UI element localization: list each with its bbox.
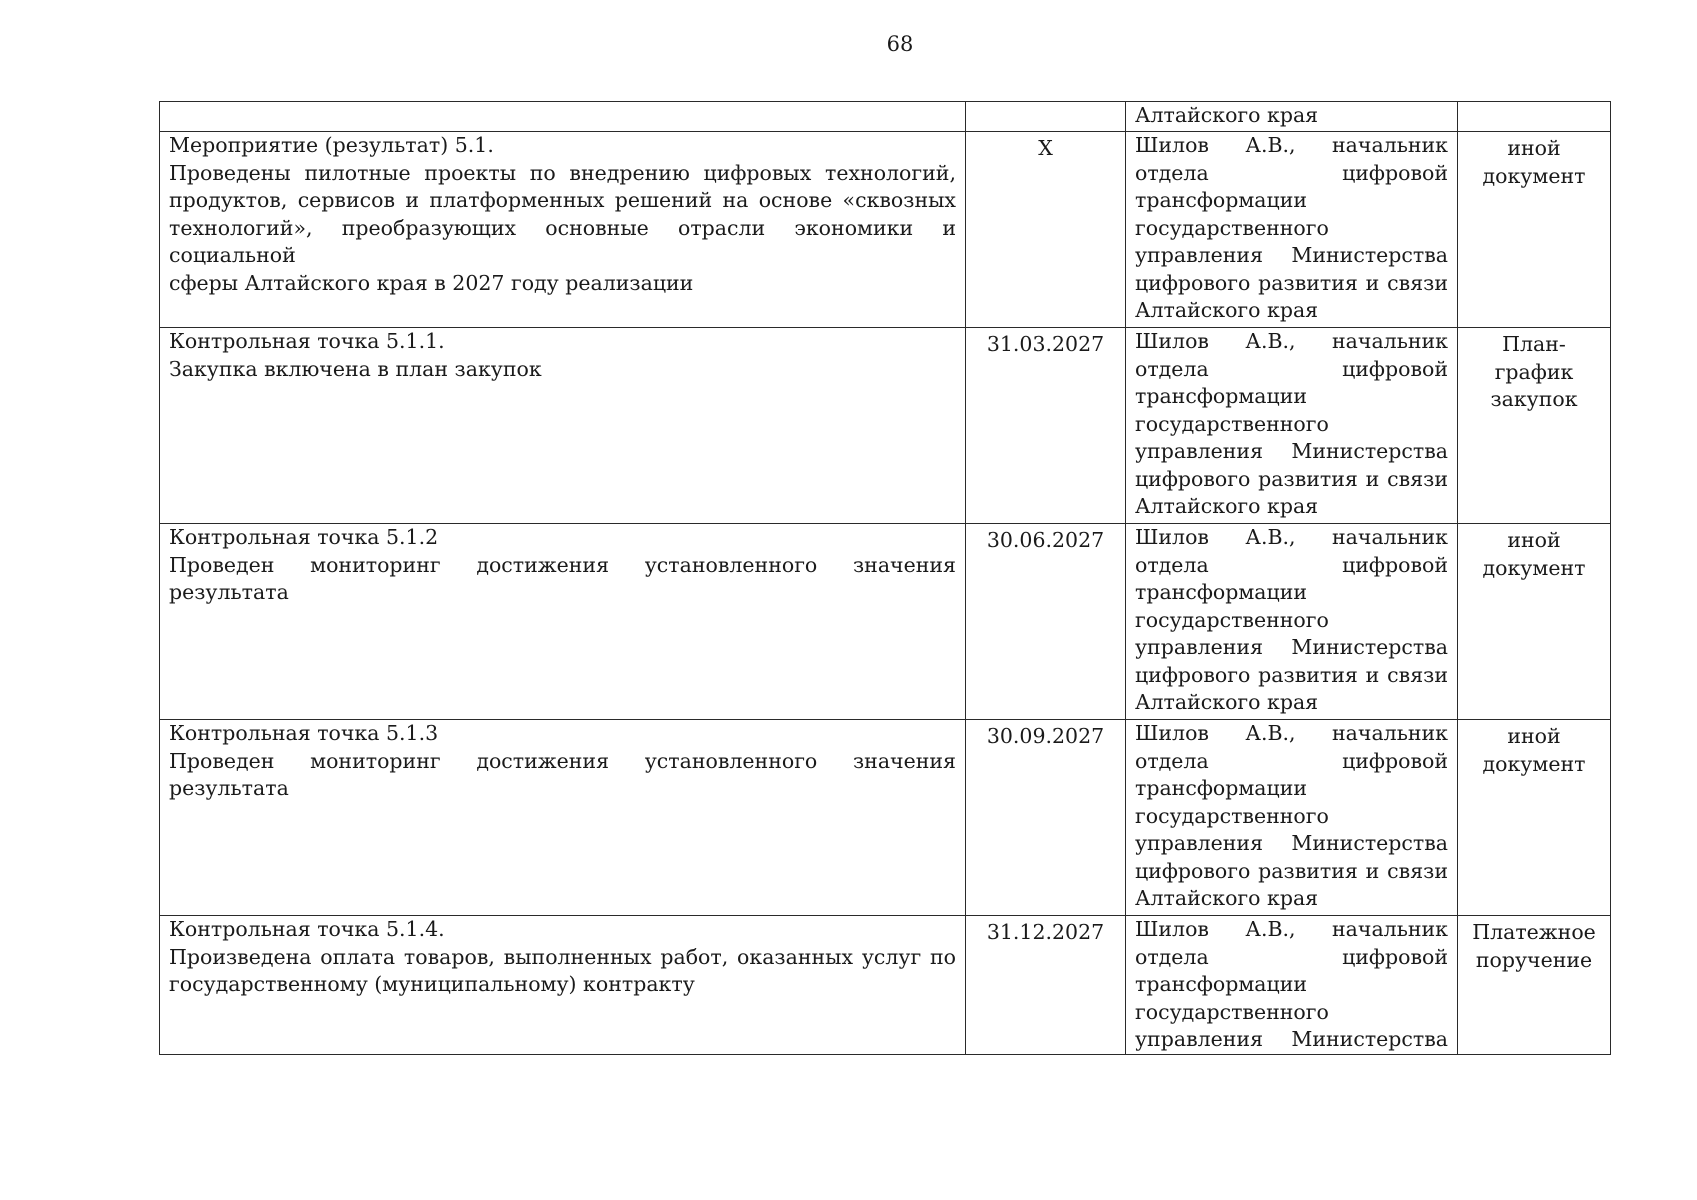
row-text-line: Проведен мониторинг достижения установленного значения результата [169,748,956,800]
responsible-line: Шилов А.В., начальник [1135,329,1448,353]
name-cell [160,524,966,720]
table-row [160,916,1611,1055]
responsible-line: цифрового развития и связи [1135,466,1448,491]
responsible-line: Шилов А.В., начальник [1135,917,1448,941]
responsible-line: управления Министерства [1135,1027,1448,1051]
document-cell: иной документ [1458,720,1611,916]
responsible-line: отдела цифровой [1135,160,1448,185]
responsible-line: Алтайского края [1135,298,1319,322]
responsible-line: отдела цифровой [1135,552,1448,577]
row-text-line: государственному (муниципальному) контракту [169,972,695,996]
responsible-line: государственного [1135,999,1329,1024]
responsible-cell [1126,102,1458,132]
responsible-line: цифрового развития и связи [1135,858,1448,883]
table-row [160,132,1611,328]
responsible-line: Алтайского края [1135,886,1319,910]
row-text-line: Закупка включена в план закупок [169,356,542,381]
row-heading: Мероприятие (результат) 5.1. [169,133,494,157]
responsible-line: управления Министерства [1135,635,1448,659]
date-cell: 31.03.2027 [966,328,1126,524]
responsible-line: трансформации [1135,580,1308,604]
responsible-cell [1126,328,1458,524]
row-heading: Контрольная точка 5.1.3 [169,721,439,745]
row-text-line: Произведена оплата товаров, выполненных работ, оказанных услуг по [169,944,956,969]
responsible-line: Шилов А.В., начальник [1135,721,1448,745]
document-cell: План-график закупок [1458,328,1611,524]
responsible-line: трансформации [1135,188,1308,212]
table-row [160,720,1611,916]
responsible-line: государственного [1135,215,1329,240]
responsible-line: Алтайского края [1135,494,1319,518]
responsible-cell [1126,916,1458,1055]
responsible-line: управления Министерства [1135,243,1448,267]
row-text-line: продуктов, сервисов и платформенных решений на основе «сквозных [169,188,956,212]
date-cell [966,102,1126,132]
plan-table [159,101,1611,1055]
row-text-line: Проведены пилотные проекты по внедрению цифровых технологий, [169,160,956,185]
row-text-line: сферы Алтайского края в 2027 году реализации [169,270,694,295]
responsible-line: трансформации [1135,384,1308,408]
responsible-line: Шилов А.В., начальник [1135,133,1448,157]
row-heading: Контрольная точка 5.1.4. [169,917,445,941]
table-row-continuation [160,102,1611,132]
responsible-line: отдела цифровой [1135,944,1448,969]
document-cell: Платежное поручение [1458,916,1611,1055]
name-cell [160,132,966,328]
responsible-line: управления Министерства [1135,439,1448,463]
responsible-line: управления Министерства [1135,831,1448,855]
date-cell: 30.06.2027 [966,524,1126,720]
responsible-cell [1126,132,1458,328]
responsible-line: государственного [1135,411,1329,436]
date-cell: X [966,132,1126,328]
document-cell: иной документ [1458,132,1611,328]
name-cell [160,102,966,132]
document-cell: иной документ [1458,524,1611,720]
responsible-cell [1126,720,1458,916]
responsible-line: отдела цифровой [1135,356,1448,381]
responsible-line: государственного [1135,607,1329,632]
responsible-line: отдела цифровой [1135,748,1448,773]
row-heading: Контрольная точка 5.1.2 [169,525,439,549]
row-text-line: технологий», преобразующих основные отрасли экономики и социальной [169,215,956,267]
responsible-line: государственного [1135,803,1329,828]
date-cell: 31.12.2027 [966,916,1126,1055]
name-cell [160,328,966,524]
date-cell: 30.09.2027 [966,720,1126,916]
page-number: 68 [886,32,914,56]
responsible-line: Алтайского края [1135,103,1319,127]
name-cell [160,720,966,916]
row-heading: Контрольная точка 5.1.1. [169,329,445,353]
responsible-line: Алтайского края [1135,690,1319,714]
responsible-line: Шилов А.В., начальник [1135,525,1448,549]
row-text-line: Проведен мониторинг достижения установленного значения результата [169,552,956,604]
responsible-line: трансформации [1135,972,1308,996]
table-row [160,524,1611,720]
document-cell [1458,102,1611,132]
responsible-line: цифрового развития и связи [1135,662,1448,687]
table-row [160,328,1611,524]
responsible-line: трансформации [1135,776,1308,800]
name-cell [160,916,966,1055]
responsible-cell [1126,524,1458,720]
responsible-line: цифрового развития и связи [1135,270,1448,295]
